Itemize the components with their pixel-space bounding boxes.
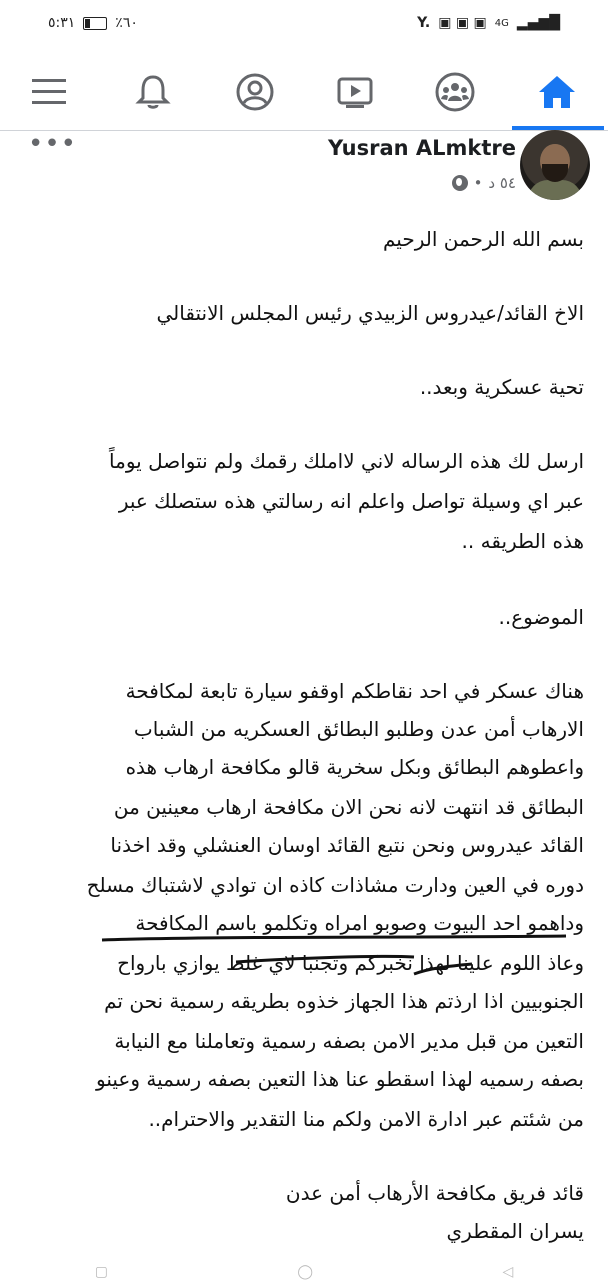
home-tab[interactable] bbox=[522, 58, 592, 126]
status-left bbox=[48, 15, 138, 31]
top-nav-bar bbox=[0, 50, 608, 131]
notification-icons: ▣ ▣ ▣ bbox=[438, 15, 487, 31]
battery-icon bbox=[83, 17, 107, 30]
notifications-tab[interactable] bbox=[118, 58, 188, 126]
post-line: بسم الله الرحمن الرحيم bbox=[382, 227, 584, 251]
status-right bbox=[417, 15, 560, 31]
post-line: البطائق قد انتهت لانه نحن الان مكافحة ارهاب معينين من bbox=[113, 795, 584, 819]
bell-icon bbox=[132, 71, 174, 113]
menu-button[interactable] bbox=[14, 58, 84, 126]
signal-icon: ▂▄▆█ bbox=[516, 15, 560, 31]
post-line: التعين من قبل مدير الامن بصفه رسمية وتعاملنا مع النيابة bbox=[114, 1029, 584, 1053]
post-line: وداهمو احد البيوت وصوبو امراه وتكلمو باسم المكافحة bbox=[135, 911, 584, 935]
partial-icon: ◁ bbox=[502, 1264, 514, 1280]
post-options-button[interactable]: ••• bbox=[28, 129, 78, 159]
post-line: بصفه رسميه لهذا اسقطو عنا هذا التعين بصفه رسمية وعينو bbox=[96, 1067, 584, 1091]
post-line: تحية عسكرية وبعد.. bbox=[419, 375, 584, 399]
partial-icon: ◯ bbox=[297, 1264, 314, 1280]
hamburger-menu-icon bbox=[28, 71, 70, 113]
author-name[interactable]: Yusran ALmktre bbox=[327, 136, 516, 160]
home-icon bbox=[536, 71, 578, 113]
groups-tab[interactable] bbox=[420, 58, 490, 126]
post-line: الموضوع.. bbox=[498, 605, 584, 629]
post-line: يسران المقطري bbox=[446, 1219, 584, 1243]
post-line: ارسل لك هذه الرساله لاني لااملك رقمك ولم نتواصل يوماً bbox=[109, 449, 584, 473]
post-line: واعطوهم البطائق وبكل سخرية قالو مكافحة ارهاب هذه bbox=[125, 755, 584, 779]
post-line: من شئتم عبر ادارة الامن ولكم منا التقدير والاحترام.. bbox=[148, 1107, 584, 1131]
status-bar bbox=[0, 0, 608, 46]
profile-tab[interactable] bbox=[220, 58, 290, 126]
meta-separator: • bbox=[473, 174, 483, 192]
post-line: قائد فريق مكافحة الأرهاب أمن عدن bbox=[285, 1181, 584, 1205]
post-line: القائد عيدروس ونحن نتبع القائد اوسان العنشلي وقد اخذنا bbox=[110, 833, 584, 857]
groups-icon bbox=[434, 71, 476, 113]
post-line: هناك عسكر في احد نقاطكم اوقفو سيارة تابعة لمكافحة bbox=[125, 679, 584, 703]
post-line: عبر اي وسيلة تواصل واعلم انه رسالتي هذه ستصلك عبر bbox=[118, 489, 584, 513]
partial-icon: ▢ bbox=[94, 1264, 108, 1280]
globe-icon bbox=[452, 175, 468, 191]
network-label: Y. bbox=[417, 15, 431, 31]
avatar[interactable] bbox=[520, 130, 590, 200]
post-body bbox=[0, 208, 608, 1263]
clock: ٥:٣١ bbox=[48, 15, 76, 31]
post-line: دوره في العين ودارت مشاذات كاذه ان توادي لاشتباك مسلح bbox=[86, 873, 584, 897]
post-time[interactable]: ٥٤ د bbox=[488, 174, 516, 192]
post-meta bbox=[452, 174, 516, 192]
post-line: الارهاب أمن عدن وطلبو البطائق العسكريه من الشباب bbox=[133, 717, 584, 741]
signal-label: 4G bbox=[494, 17, 509, 29]
battery-percent: ٪٦٠ bbox=[115, 15, 138, 31]
watch-tab[interactable] bbox=[320, 58, 390, 126]
post-header bbox=[0, 130, 608, 210]
post-line: الجنوبيين اذا ارذتم هذا الجهاز خذوه بطريقه رسمية نحن تم bbox=[104, 989, 584, 1013]
video-play-icon bbox=[334, 71, 376, 113]
post-line: وعاذ اللوم علينا لهذا نخبركم وتجنبا لاي غلط يوازي بارواح bbox=[117, 951, 584, 975]
bottom-toolbar-partial bbox=[0, 1262, 608, 1280]
user-circle-icon bbox=[234, 71, 276, 113]
post-line: الاخ القائد/عيدروس الزبيدي رئيس المجلس الانتقالي bbox=[156, 301, 584, 325]
post-line: هذه الطريقه .. bbox=[461, 529, 584, 553]
